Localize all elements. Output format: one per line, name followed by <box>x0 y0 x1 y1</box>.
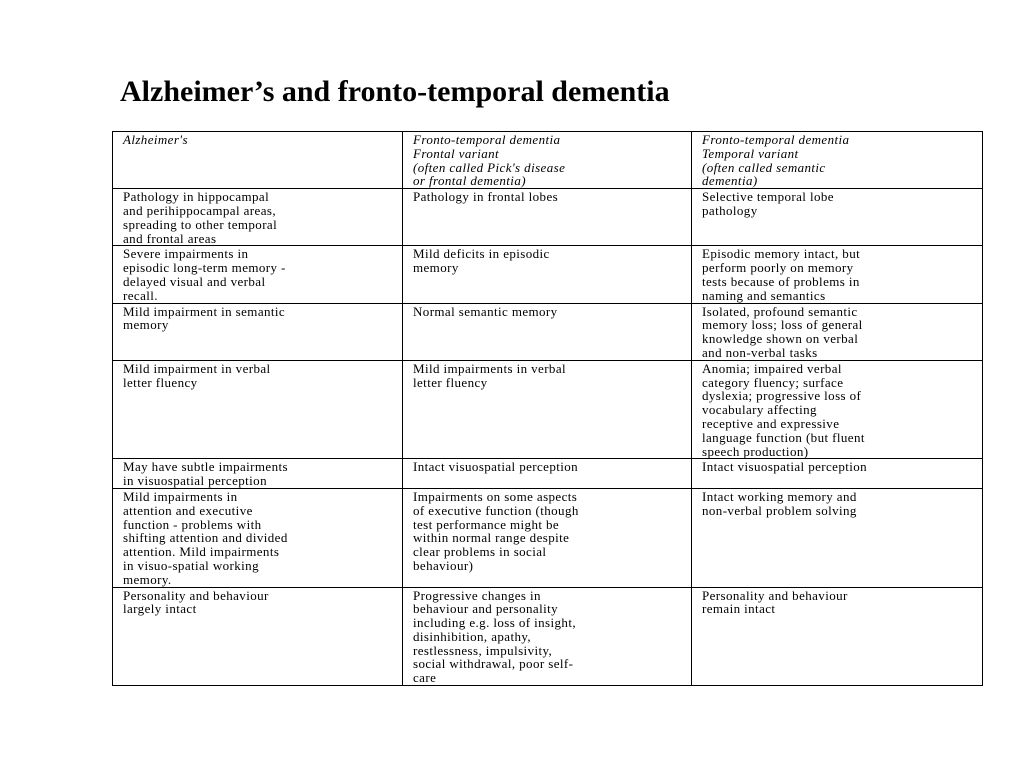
cell-text: Pathology in frontal lobes <box>413 189 559 205</box>
cell-text: Severe impairments in episodic long-term memory - delayed visual and verbal recall. <box>123 246 286 303</box>
table-cell <box>113 189 403 246</box>
cell-text: Pathology in hippocampal and perihippocampal areas, spreading to other temporal and frontal areas <box>123 189 278 246</box>
cell-text: Progressive changes in behaviour and personality including e.g. loss of insight, disinhibition, apathy, restlessness, impulsivity, social withdrawal, poor self- care <box>413 587 576 686</box>
cell-text: Mild impairment in semantic memory <box>123 303 286 333</box>
table-cell <box>692 189 983 246</box>
table-cell <box>403 189 692 246</box>
cell-text: Personality and behaviour remain intact <box>702 587 848 617</box>
table-row <box>113 587 983 686</box>
header-label: Fronto-temporal dementia Frontal variant (often called Pick's disease or frontal dementia) <box>413 132 566 189</box>
cell-text: Intact working memory and non-verbal problem solving <box>702 488 857 518</box>
cell-text: Intact visuospatial perception <box>702 459 868 475</box>
cell-text: Selective temporal lobe pathology <box>702 189 834 218</box>
table-cell <box>113 488 403 587</box>
header-cell-temporal-variant <box>692 132 983 189</box>
table-row <box>113 488 983 587</box>
table-row <box>113 246 983 303</box>
cell-text: Mild deficits in episodic memory <box>413 246 550 276</box>
header-label: Alzheimer's <box>123 132 188 147</box>
table-cell <box>113 360 403 459</box>
header-cell-alzheimers <box>113 132 403 189</box>
table-cell <box>403 303 692 360</box>
table-cell <box>403 246 692 303</box>
cell-text: May have subtle impairments in visuospatial perception <box>123 459 288 489</box>
cell-text: Intact visuospatial perception <box>413 459 579 475</box>
table-cell <box>113 246 403 303</box>
table-cell <box>692 246 983 303</box>
table-cell <box>692 303 983 360</box>
slide-title: Alzheimer’s and fronto-temporal dementia <box>120 75 670 108</box>
cell-text: Impairments on some aspects of executive function (though test performance might be within normal range despite clear problems in social behaviour) <box>413 488 579 573</box>
table-cell <box>692 360 983 459</box>
comparison-table <box>112 131 983 686</box>
table-cell <box>403 360 692 459</box>
cell-text: Mild impairment in verbal letter fluency <box>123 360 271 390</box>
table-header-row <box>113 132 983 189</box>
table-cell <box>113 587 403 686</box>
cell-text: Personality and behaviour largely intact <box>123 587 269 617</box>
table-cell <box>692 488 983 587</box>
table-cell <box>403 488 692 587</box>
table-row <box>113 459 983 489</box>
table-row <box>113 189 983 246</box>
table-row <box>113 360 983 459</box>
header-cell-frontal-variant <box>403 132 692 189</box>
cell-text: Episodic memory intact, but perform poorly on memory tests because of problems in naming and semantics <box>702 246 861 303</box>
cell-text: Isolated, profound semantic memory loss; loss of general knowledge shown on verbal and non-verbal tasks <box>702 303 863 360</box>
cell-text: Mild impairments in verbal letter fluency <box>413 360 567 390</box>
cell-text: Anomia; impaired verbal category fluency; surface dyslexia; progressive loss of vocabulary affecting receptive and expressive language function (but fluent speech production) <box>702 360 865 459</box>
table-cell <box>692 587 983 686</box>
table-cell <box>403 587 692 686</box>
table-cell <box>692 459 983 489</box>
cell-text: Mild impairments in attention and executive function - problems with shifting attention and divided attention. Mild impairments in visuo-spatial working memory. <box>123 488 288 587</box>
cell-text: Normal semantic memory <box>413 303 558 319</box>
table-cell <box>113 303 403 360</box>
table-cell <box>403 459 692 489</box>
table-cell <box>113 459 403 489</box>
header-label: Fronto-temporal dementia Temporal variant (often called semantic dementia) <box>702 132 850 189</box>
table-row <box>113 303 983 360</box>
